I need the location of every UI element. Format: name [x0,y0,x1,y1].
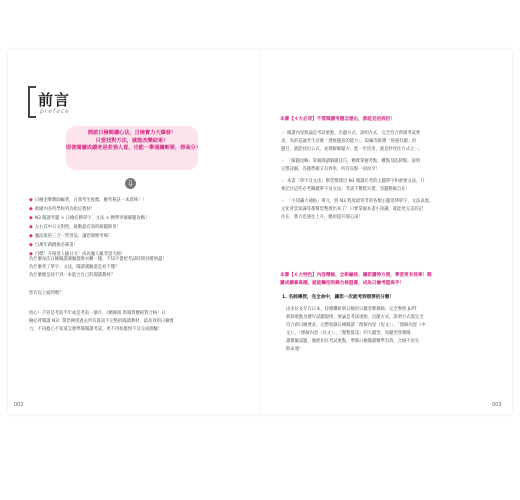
banner-line: 即使閱讀成績老是差強人意，也能一舉通關斬將，得高分！ [66,145,201,152]
down-arrow-icon: ⇩ [125,178,136,189]
list-item: ◆ N3 閱讀考題 × 日檢必勝單字、文法 × 精準突破解題攻略！ [29,215,150,221]
bullet-icon: ◆ [29,224,33,230]
bullet-icon: ◆ [29,197,33,203]
bullet-icon: ◆ [29,251,33,257]
bullet-icon: ◆ [29,242,33,248]
list-item: ☞ 「小知識大補帖」單元，將 N3 程度最常考的各類主題延伸單字、文法表現、 文化背景知識等都幫您整理出來了！只要掌握本書小知識，就能更完美的記 住在、實力迅速往上升，應用提升開心詞！ [281,199,434,220]
list-item: ◆ 百萬年薪跳板必備書！ [29,242,78,248]
list-item: ◆ 被國內多所學校列為指定教材！ [29,206,96,212]
section-heading-must-know: 本書【４大必背】不管閱讀考題怎麼出，都能見招拆招！ [280,117,395,122]
hand-pointer-icon: ☞ [281,131,285,136]
page-title: 前言 [38,91,71,109]
list-item: ◆ 左右頁中日文對照，啟動最有效的解題節奏！ [29,224,121,230]
list-item: ☞ 本書「單字及文法」幫您整理出 N3 閱讀必考的主題單字和重要文法，只 要記住這些必考關鍵單字及文法，考試不驚慌失措，答題輕鬆自在！ [281,179,425,192]
hand-pointer-icon: ☞ [281,179,285,184]
page-number: 002 [14,402,24,408]
page-subtitle: preface [40,108,70,115]
highlight-banner [66,126,201,170]
book-spread [8,50,512,414]
hand-pointer-icon: ☞ [281,159,285,164]
title-bracket [28,86,36,118]
banner-line: 開啟日檢閱讀心法，日檢實力大爆發！ [87,130,177,136]
feature-body: 由多位長年在日本、持續鑽研新日檢的日籍金牌教師，完全參照 JLPT 新制重點及歷年試題規律，無論是考試重點、出題方式，說明方式都完全 符合新日檢要求。完整收錄日檢閱讀「理解內容（短文）」、「理解內容（中 文）」、「理解內容（長文）」、「釐整資訊」四大題型，每題型各類閱 讀模擬試題，徹底扣住考試重點，準備日檢閱讀精準有效，合格不再失 敗命運！ [286,307,426,352]
page-number: 003 [492,402,502,408]
bullet-icon: ◆ [29,206,33,212]
list-item: ◆ 目標！升格達人級日文！成為魔人級考證大師！ [29,251,126,257]
list-item: ☞ 「解題攻略」掌握閱讀解題技巧，精實掌握考點，難點及陷阱點，說明 完整詳細，答題準確又有效率，所有盲點一掃而空！ [281,159,421,172]
intro-paragraph: 為什麼每次日檢閱讀測驗都像衣櫃一樣，不知不覺把考試時間吞噬殆盡！ 為什麼背了單字、文法，閱讀測驗還是看不懂？ 為什麼總是找不到一本能合自己的閱讀教材？ [29,257,167,278]
bullet-icon: ◆ [29,233,33,239]
right-page [260,50,512,414]
hand-pointer-icon: ☞ [281,199,285,204]
question-paragraph: 您有以上疑問嗎？ [29,291,64,296]
list-item: ☞ 閱讀內容無論是考試重點、出題方式、說明方式，完全符合新制考試要 求，為的是讓考生培養「透視題意的能力」。取編等挑選「經過有題」的 題目，就能找出公式，並理解解題方，進一步活用，就是妙徑往方式之一。 [281,131,423,152]
banner-line: 只要找對方法，就能改變結果！ [95,137,169,144]
section-heading-features: 本書【６大特色】內容精修，全新編排，讓您讀得方便，學習更有效率！閱 讀成績拿高標，就能觸招到錄合格證書，成為日檢考證高手！ [280,273,432,286]
list-item: ◆ 魔法般的三合一學習法，讓您變勝考場！ [29,233,113,239]
bullet-icon: ◆ [29,215,33,221]
list-item: ◆ 日檢金牌教師編著，百萬考生推薦，應考秘訣一本達陣！！ [29,197,147,203]
left-page [8,50,260,414]
feature-subheading: 1. 名師傳授，完全命中，讓您一次就考到想要的分數！ [282,295,395,300]
answer-paragraph: 放心！不管是考前半年或是考前一個月，《精修版 新制對應絕對合格！日 檢必背閱讀 N3》帶您揮別過去所有資訊不完整的閱讀教材，最高效的日檢實 力，不再擔心不知道怎麼準備閱讀考試，更不用如擔無不及完成測驗！ [29,311,174,332]
feature-bullet-list [29,196,244,259]
